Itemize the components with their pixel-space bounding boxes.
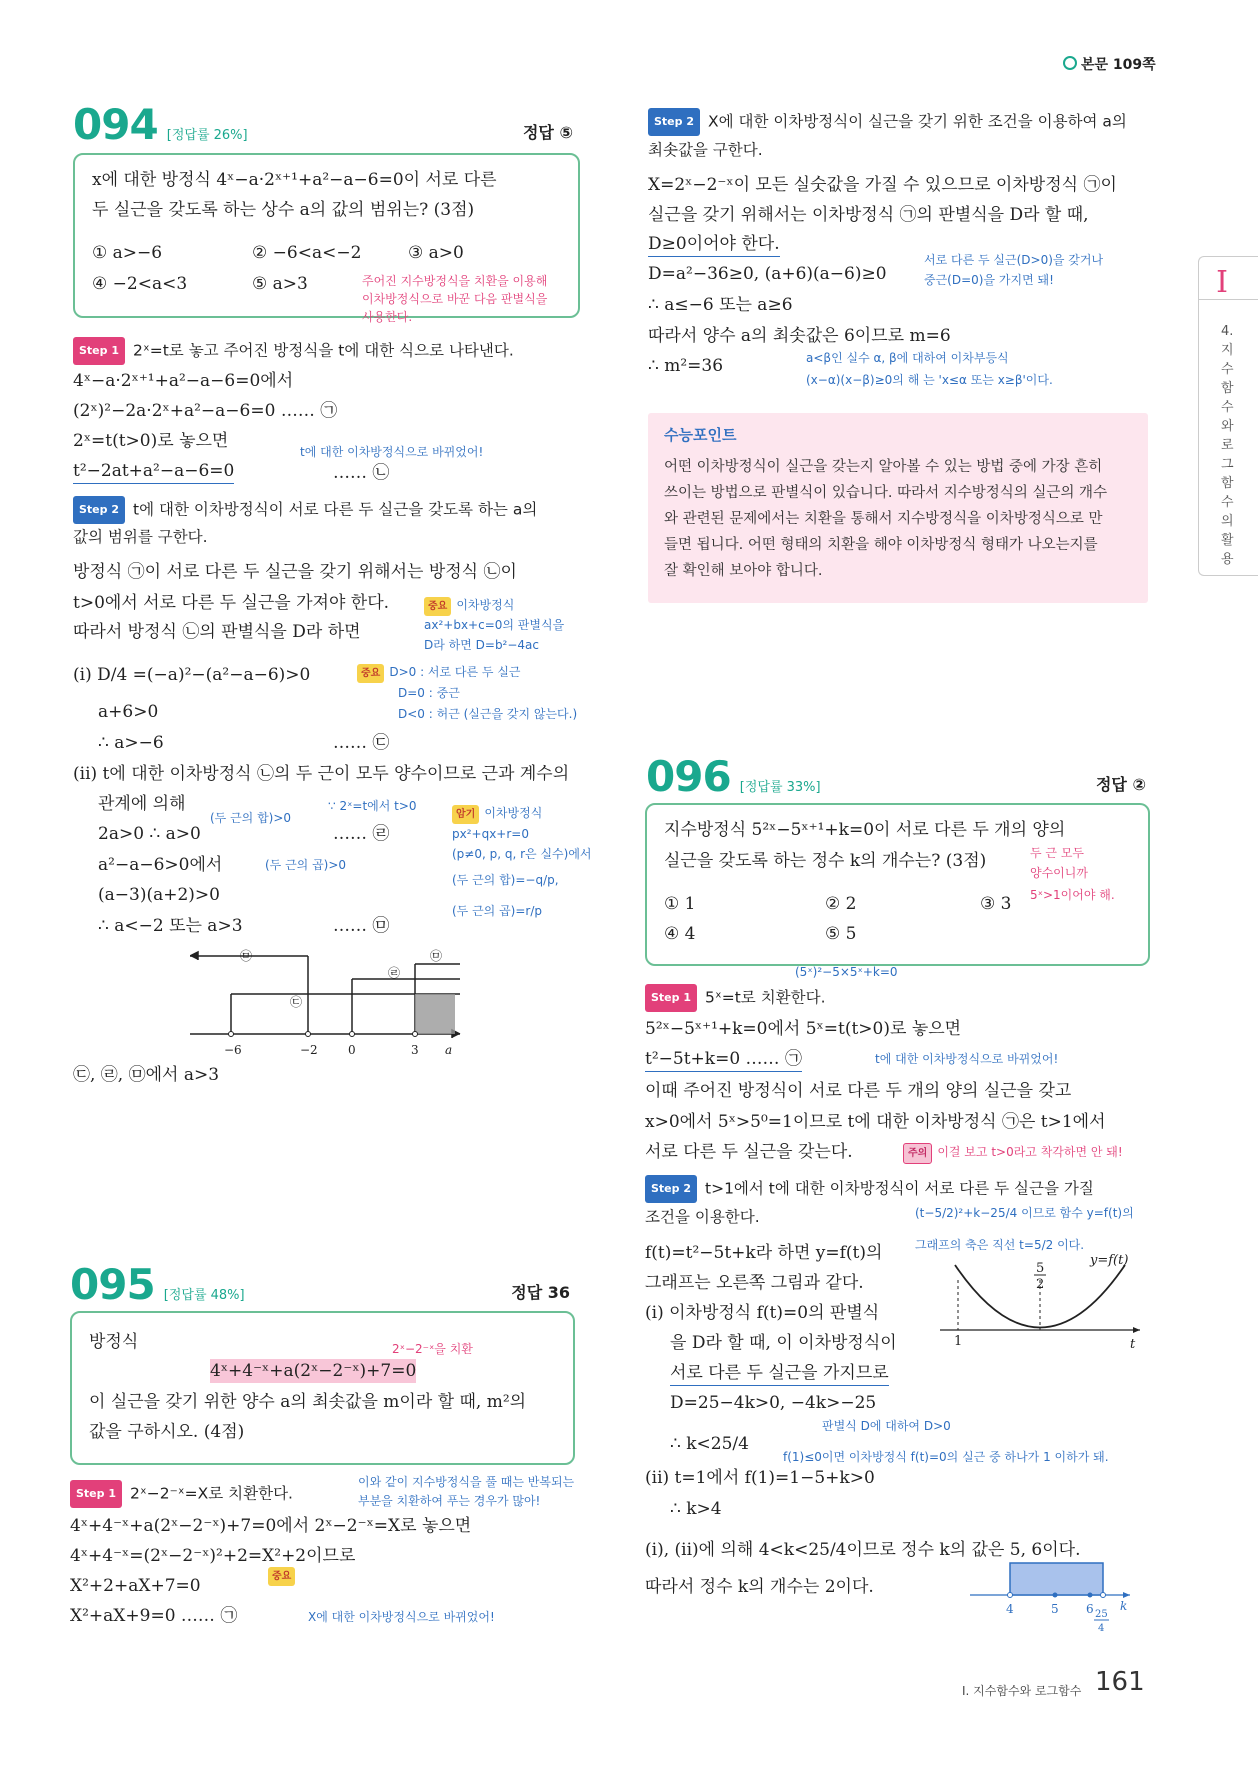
tick-label: −6 (224, 1043, 242, 1057)
axis-label: a (445, 1043, 453, 1057)
tick-label: 3 (411, 1043, 419, 1057)
step2-title: Step 2 t>1에서 t에 대한 이차방정식이 서로 다른 두 실근을 가질 (645, 1175, 1094, 1203)
side-note: (두 근의 합)>0 (210, 811, 292, 825)
box-note: 사용한다. (362, 310, 413, 324)
equation-label: …… ㉢ (333, 733, 390, 753)
tick-label: 4 (1006, 1602, 1014, 1616)
point-line: 와 관련된 문제에서는 치환을 통해서 지수방정식을 이차방정식으로 만 (664, 511, 1103, 527)
memo-note: 암기 이차방정식 (452, 805, 542, 824)
solution-line: 이때 주어진 방정식이 서로 다른 두 개의 양의 실근을 갖고 (645, 1081, 1072, 1101)
choice: ④ −2<a<3 (92, 274, 188, 294)
choice: ③ a>0 (408, 243, 464, 263)
choice: ② −6<a<−2 (252, 243, 362, 263)
point-line: 잘 확인해 보아야 합니다. (664, 563, 823, 579)
solution-line: 따라서 양수 a의 최솟값은 6이므로 m=6 (648, 326, 951, 346)
solution-line: D=25−4k>0, −4k>−25 (670, 1393, 877, 1413)
solution-line: 을 D라 할 때, 이 이차방정식이 (670, 1333, 897, 1353)
solution-line: (i) D/4 =(−a)²−(a²−a−6)>0 (73, 665, 311, 685)
box-note: 이차방정식으로 바꾼 다음 판별식을 (362, 292, 548, 306)
chapter-title: 4. 지수함수와 로그함수의 활용 (1221, 324, 1234, 567)
tick-label: 5 (1036, 1261, 1045, 1276)
solution-line: 서로 다른 두 실근을 갖는다. (645, 1142, 853, 1162)
point-line: 어떤 이차방정식이 실근을 갖는지 알아볼 수 있는 방법 중에 가장 흔히 (664, 459, 1103, 475)
tick-label: 6 (1086, 1602, 1094, 1616)
problem-number: 095 (70, 1260, 155, 1309)
tick-label: 5 (1051, 1602, 1059, 1616)
question-line: 방정식 (89, 1332, 139, 1352)
memo-line: (p≠0, p, q, r은 실수)에서 (452, 847, 592, 861)
question-equation: 4ˣ+4⁻ˣ+a(2ˣ−2⁻ˣ)+7=0 (210, 1361, 417, 1381)
problem-number: 094 (73, 100, 158, 149)
correct-rate: [정답률 33%] (739, 780, 821, 795)
important-tag: 중요 (268, 1567, 300, 1586)
side-note: (5ˣ)²−5×5ˣ+k=0 (795, 965, 898, 979)
equation-label: …… ㉤ (333, 916, 390, 936)
choice: ④ 4 (664, 924, 696, 944)
step1-title: Step 1 5ˣ=t로 치환한다. (645, 984, 826, 1012)
answer: 정답 ② (1095, 775, 1146, 794)
solution-line: 관계에 의해 (98, 794, 186, 814)
tick-label: 4 (1098, 1623, 1105, 1634)
region-label: ㉤ (430, 949, 443, 963)
solution-line: X=2ˣ−2⁻ˣ이 모든 실숫값을 가질 수 있으므로 이차방정식 ㉠이 (648, 175, 1117, 195)
tick-label: 1 (954, 1334, 963, 1349)
number-line-graph (970, 1555, 1140, 1635)
solution-line: ∴ k<25/4 (670, 1434, 749, 1454)
choice-correct: ② 2 (825, 894, 857, 914)
side-note: 이와 같이 지수방정식을 풀 때는 반복되는 (358, 1475, 575, 1489)
solution-line: t²−2at+a²−a−6=0 (73, 459, 234, 484)
solution-line: (ii) t에 대한 이차방정식 ㉡의 두 근이 모두 양수이므로 근과 계수의 (73, 764, 570, 784)
memo-line: (두 근의 곱)=r/p (452, 904, 543, 918)
solution-line: a+6>0 (98, 702, 159, 722)
step1-title: Step 1 2ˣ−2⁻ˣ=X로 치환한다. (70, 1480, 293, 1508)
solution-line: X²+aX+9=0 …… ㉠ (70, 1606, 238, 1626)
side-note: f(1)≤0이면 이차방정식 f(t)=0의 실근 중 하나가 1 이하가 돼. (783, 1450, 1109, 1464)
number-line-graph (190, 944, 470, 1064)
question-line: 지수방정식 5²ˣ−5ˣ⁺¹+k=0이 서로 다른 두 개의 양의 (664, 820, 1066, 840)
side-note: X에 대한 이차방정식으로 바뀌었어! (308, 1610, 495, 1624)
axis-label: k (1120, 1599, 1128, 1613)
solution-line: ∴ a>−6 (98, 733, 164, 753)
solution-line: 2a>0 ∴ a>0 (98, 824, 201, 844)
step2-title-cont: 값의 범위를 구한다. (73, 528, 208, 546)
region-label: ㉣ (388, 966, 401, 980)
parabola-graph (940, 1250, 1150, 1360)
conclusion: ㉢, ㉣, ㉤에서 a>3 (73, 1065, 220, 1085)
important-note: 중요 D>0 : 서로 다른 두 실근 (357, 664, 521, 683)
side-note: 부분을 치환하여 푸는 경우가 많아! (358, 1494, 541, 1508)
solution-line: x>0에서 5ˣ>5⁰=1이므로 t에 대한 이차방정식 ㉠은 t>1에서 (645, 1112, 1106, 1132)
region-label: ㉤ (240, 949, 253, 963)
solution-line: 방정식 ㉠이 서로 다른 두 실근을 갖기 위해서는 방정식 ㉡이 (73, 562, 517, 582)
correct-rate: [정답률 48%] (163, 1288, 245, 1303)
equation-label: …… ㉡ (333, 463, 390, 483)
point-line: 쓰이는 방법으로 판별식이 있습니다. 따라서 지수방정식의 실근의 개수 (664, 485, 1108, 501)
solution-line: (i), (ii)에 의해 4<k<25/4이므로 정수 k의 값은 5, 6이다. (645, 1540, 1081, 1560)
side-note: (x−α)(x−β)≥0의 해 는 'x≤α 또는 x≥β'이다. (806, 373, 1053, 387)
important-note-line: D=0 : 중근 (398, 686, 460, 700)
solution-line: 2ˣ=t(t>0)로 놓으면 (73, 431, 229, 451)
point-line: 들면 됩니다. 어떤 형태의 치환을 해야 이차방정식 형태가 나오는지를 (664, 537, 1098, 553)
step2-title: Step 2 t에 대한 이차방정식이 서로 다른 두 실근을 갖도록 하는 a의 (73, 496, 537, 524)
choice: ① 1 (664, 894, 696, 914)
choice-correct: ⑤ a>3 (252, 274, 308, 294)
solution-line: 그래프는 오른쪽 그림과 같다. (645, 1273, 864, 1293)
question-line: 값을 구하시오. (4점) (89, 1422, 245, 1442)
side-note: 서로 다른 두 실근(D>0)을 갖거나 (924, 253, 1104, 267)
solution-line: 서로 다른 두 실근을 가지므로 (670, 1361, 889, 1386)
choice: ③ 3 (980, 894, 1012, 914)
solution-line: (i) 이차방정식 f(t)=0의 판별식 (645, 1303, 880, 1323)
question-line: 이 실근을 갖기 위한 양수 a의 최솟값을 m이라 할 때, m²의 (89, 1392, 527, 1412)
choice: ⑤ 5 (825, 924, 857, 944)
correct-rate: [정답률 26%] (166, 128, 248, 143)
problem-095-header (70, 1260, 570, 1310)
answer: 정답 36 (511, 1283, 570, 1302)
side-note: 그래프의 축은 직선 t=5/2 이다. (915, 1238, 1085, 1252)
solution-line: 따라서 방정식 ㉡의 판별식을 D라 하면 (73, 622, 361, 642)
solution-line: 따라서 정수 k의 개수는 2이다. (645, 1577, 874, 1597)
tick-label: −2 (300, 1043, 318, 1057)
solution-line: (ii) t=1에서 f(1)=1−5+k>0 (645, 1468, 875, 1488)
tick-label: 2 (1036, 1277, 1045, 1292)
solution-line: (a−3)(a+2)>0 (98, 885, 220, 905)
tick-label: 25 (1095, 1609, 1108, 1620)
important-note-line: ax²+bx+c=0의 판별식을 (424, 618, 565, 632)
solution-line: (2ˣ)²−2a·2ˣ+a²−a−6=0 …… ㉠ (73, 401, 338, 421)
important-note: 중요 이차방정식 (424, 597, 514, 616)
tick-label: 0 (348, 1043, 356, 1057)
solution-line: ∴ a≤−6 또는 a≥6 (648, 295, 793, 315)
solution-line: a²−a−6>0에서 (98, 855, 223, 875)
step2-title-cont: 조건을 이용한다. (645, 1208, 760, 1226)
region-label: ㉢ (290, 995, 303, 1009)
curve-label: y=f(t) (1090, 1253, 1129, 1268)
axis-label: t (1130, 1337, 1136, 1352)
question-line: 두 실근을 갖도록 하는 상수 a의 값의 범위는? (3점) (92, 200, 475, 220)
side-note: 중근(D=0)을 가지면 돼! (924, 273, 1054, 287)
solution-line: 4ˣ+4⁻ˣ+a(2ˣ−2⁻ˣ)+7=0에서 2ˣ−2⁻ˣ=X로 놓으면 (70, 1516, 472, 1536)
side-note: (두 근의 곱)>0 (265, 858, 347, 872)
solution-line: D≥0이어야 한다. (648, 232, 780, 257)
question-line: 실근을 갖도록 하는 정수 k의 개수는? (3점) (664, 851, 987, 871)
warning-note: 주의 이걸 보고 t>0라고 착각하면 안 돼! (903, 1143, 1123, 1164)
answer: 정답 ⑤ (522, 123, 573, 142)
solution-line: f(t)=t²−5t+k라 하면 y=f(t)의 (645, 1243, 883, 1263)
solution-line: 실근을 갖기 위해서는 이차방정식 ㉠의 판별식을 D라 할 때, (648, 205, 1089, 225)
side-note: 판별식 D에 대하여 D>0 (822, 1419, 951, 1433)
problem-096-header (646, 752, 1146, 802)
important-note-line: D<0 : 허근 (실근을 갖지 않는다.) (398, 707, 578, 721)
side-note: (t−5/2)²+k−25/4 이므로 함수 y=f(t)의 (915, 1206, 1134, 1220)
choice: ① a>−6 (92, 243, 163, 263)
page-reference: 본문 109쪽 (1063, 54, 1156, 74)
question-line: x에 대한 방정식 4ˣ−a·2ˣ⁺¹+a²−a−6=0이 서로 다른 (92, 170, 497, 190)
question-note: 2ˣ−2⁻ˣ을 치환 (392, 1342, 473, 1356)
question-note: 5ˣ>1이어야 해. (1030, 888, 1115, 902)
box-note: 주어진 지수방정식을 치환을 이용해 (362, 274, 548, 288)
chapter-side-tab (1198, 256, 1258, 576)
important-note-line: D라 하면 D=b²−4ac (424, 638, 540, 652)
solution-line: ∴ a<−2 또는 a>3 (98, 916, 243, 936)
problem-number: 096 (646, 752, 731, 801)
problem-094-header (73, 100, 573, 150)
equation-label: …… ㉣ (333, 824, 390, 844)
solution-line: 5²ˣ−5ˣ⁺¹+k=0에서 5ˣ=t(t>0)로 놓으면 (645, 1019, 962, 1039)
solution-line: 4ˣ−a·2ˣ⁺¹+a²−a−6=0에서 (73, 371, 294, 391)
solution-line: t>0에서 서로 다른 두 실근을 가져야 한다. (73, 593, 390, 613)
solution-line: 4ˣ+4⁻ˣ=(2ˣ−2⁻ˣ)²+2=X²+2이므로 (70, 1546, 356, 1566)
step1-title: Step 1 2ˣ=t로 놓고 주어진 방정식을 t에 대한 식으로 나타낸다. (73, 337, 514, 365)
solution-line: X²+2+aX+7=0 (70, 1576, 201, 1596)
chapter-roman: I (1216, 265, 1228, 300)
step2-title-cont: 최솟값을 구한다. (648, 141, 763, 159)
footer-section: I. 지수함수와 로그함수 (962, 1684, 1082, 1698)
solution-line: D=a²−36≥0, (a+6)(a−6)≥0 (648, 264, 887, 284)
solution-line: ∴ m²=36 (648, 356, 724, 376)
point-title: 수능포인트 (664, 426, 737, 444)
solution-line: ∴ k>4 (670, 1499, 722, 1519)
side-note: t에 대한 이차방정식으로 바뀌었어! (875, 1052, 1059, 1066)
side-note: ∵ 2ˣ=t에서 t>0 (328, 799, 417, 813)
question-note: 양수이니까 (1030, 866, 1088, 880)
side-note: t에 대한 이차방정식으로 바뀌었어! (300, 445, 484, 459)
memo-line: px²+qx+r=0 (452, 827, 529, 841)
memo-line: (두 근의 합)=−q/p, (452, 873, 559, 887)
solution-line: t²−5t+k=0 …… ㉠ (645, 1047, 802, 1072)
question-note: 두 근 모두 (1030, 846, 1084, 860)
circle-icon (1063, 56, 1077, 70)
page-number: 161 (1095, 1667, 1145, 1697)
step2-title: Step 2 X에 대한 이차방정식이 실근을 갖기 위한 조건을 이용하여 a의 (648, 108, 1127, 136)
side-note: a<β인 실수 α, β에 대하여 이차부등식 (806, 351, 1009, 365)
